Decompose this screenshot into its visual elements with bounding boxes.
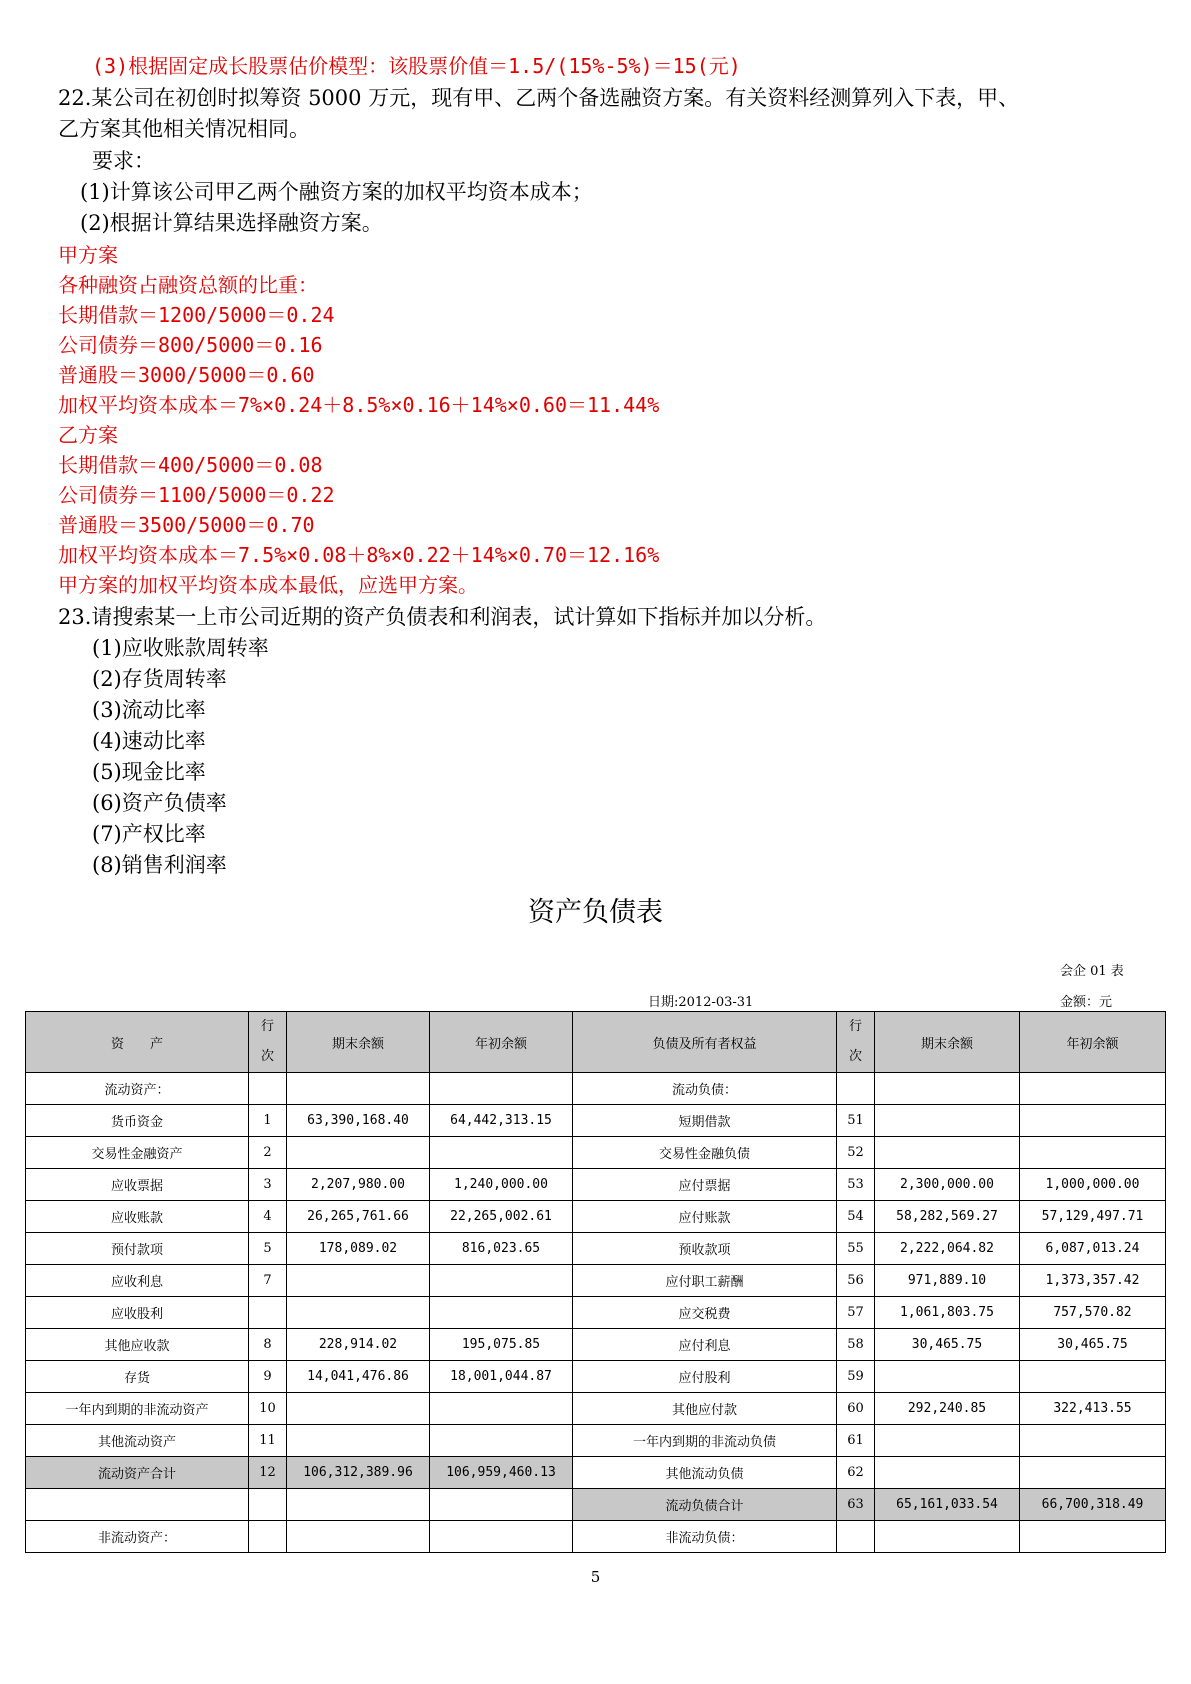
answer-line: 加权平均资本成本＝7.5%×0.08＋8%×0.22＋14%×0.70＝12.16% (58, 543, 660, 567)
requirement-2: (2)根据计算结果选择融资方案。 (80, 211, 383, 235)
liability-line-no-cell (837, 1521, 875, 1553)
liability-line-no-cell: 54 (837, 1201, 875, 1233)
liability-begin-balance-cell (1020, 1521, 1166, 1553)
table-row (26, 1521, 1166, 1553)
asset-end-balance-cell: 228,914.02 (287, 1329, 430, 1361)
asset-line-no-cell: 10 (249, 1393, 287, 1425)
liability-name-cell: 其他应付款 (573, 1393, 837, 1425)
asset-line-no-cell: 7 (249, 1265, 287, 1297)
indicator-item: (7)产权比率 (92, 822, 206, 846)
liability-name-cell: 流动负债： (573, 1073, 837, 1105)
liability-end-balance-cell: 1,061,803.75 (875, 1297, 1020, 1329)
asset-end-balance-cell (287, 1489, 430, 1521)
asset-begin-balance-cell (430, 1393, 573, 1425)
asset-begin-balance-cell: 18,001,044.87 (430, 1361, 573, 1393)
asset-end-balance-cell (287, 1137, 430, 1169)
liability-end-balance-cell (875, 1105, 1020, 1137)
liability-begin-balance-cell (1020, 1105, 1166, 1137)
asset-begin-balance-cell (430, 1265, 573, 1297)
asset-end-balance-cell (287, 1297, 430, 1329)
liability-begin-balance-cell: 322,413.55 (1020, 1393, 1166, 1425)
liability-end-balance-cell (875, 1457, 1020, 1489)
liability-name-cell: 应付账款 (573, 1201, 837, 1233)
asset-begin-balance-cell: 1,240,000.00 (430, 1169, 573, 1201)
liability-name-cell: 预收款项 (573, 1233, 837, 1265)
asset-line-no-cell: 11 (249, 1425, 287, 1457)
requirement-1: (1)计算该公司甲乙两个融资方案的加权平均资本成本； (80, 180, 593, 204)
table-row (26, 1489, 1166, 1521)
table-row (26, 1329, 1166, 1361)
liability-line-no-cell: 56 (837, 1265, 875, 1297)
asset-end-balance-cell (287, 1521, 430, 1553)
asset-name-cell: 预付款项 (26, 1233, 249, 1265)
liability-end-balance-cell (875, 1137, 1020, 1169)
liability-line-no-cell: 62 (837, 1457, 875, 1489)
indicator-item: (2)存货周转率 (92, 667, 227, 691)
liability-begin-balance-cell (1020, 1073, 1166, 1105)
asset-begin-balance-cell: 816,023.65 (430, 1233, 573, 1265)
form-code: 会企 01 表 (1060, 964, 1124, 979)
liability-end-balance-cell (875, 1361, 1020, 1393)
asset-name-cell (26, 1489, 249, 1521)
liability-line-no-cell: 61 (837, 1425, 875, 1457)
asset-end-balance-cell (287, 1393, 430, 1425)
indicator-item: (4)速动比率 (92, 729, 206, 753)
asset-end-balance-cell: 2,207,980.00 (287, 1169, 430, 1201)
liability-line-no-cell: 53 (837, 1169, 875, 1201)
asset-line-no-cell: 1 (249, 1105, 287, 1137)
asset-name-cell: 应收利息 (26, 1265, 249, 1297)
liability-end-balance-cell: 2,222,064.82 (875, 1233, 1020, 1265)
table-row (26, 1457, 1166, 1489)
amount-unit: 金额：元 (1060, 995, 1113, 1010)
liability-name-cell: 短期借款 (573, 1105, 837, 1137)
table-row (26, 1297, 1166, 1329)
asset-line-no-cell (249, 1489, 287, 1521)
asset-name-cell: 非流动资产： (26, 1521, 249, 1553)
asset-end-balance-cell: 26,265,761.66 (287, 1201, 430, 1233)
table-title: 资产负债表 (528, 897, 663, 928)
header-asset: 资 产 (26, 1012, 249, 1073)
liability-name-cell: 应付职工薪酬 (573, 1265, 837, 1297)
header-line-no: 行 次 (249, 1012, 287, 1073)
asset-line-no-cell: 12 (249, 1457, 287, 1489)
indicator-item: (8)销售利润率 (92, 853, 227, 877)
asset-line-no-cell (249, 1073, 287, 1105)
indicator-item: (6)资产负债率 (92, 791, 227, 815)
indicator-item: (1)应收账款周转率 (92, 636, 269, 660)
table-row (26, 1201, 1166, 1233)
liability-name-cell: 应付票据 (573, 1169, 837, 1201)
header-line-no-2: 行 次 (837, 1012, 875, 1073)
liability-line-no-cell: 59 (837, 1361, 875, 1393)
liability-end-balance-cell (875, 1073, 1020, 1105)
asset-name-cell: 货币资金 (26, 1105, 249, 1137)
asset-end-balance-cell: 178,089.02 (287, 1233, 430, 1265)
answer-conclusion: 甲方案的加权平均资本成本最低，应选甲方案。 (58, 573, 478, 597)
asset-end-balance-cell (287, 1425, 430, 1457)
liability-begin-balance-cell: 757,570.82 (1020, 1297, 1166, 1329)
liability-line-no-cell: 51 (837, 1105, 875, 1137)
indicator-item: (3)流动比率 (92, 698, 206, 722)
liability-end-balance-cell (875, 1521, 1020, 1553)
answer-line: 普通股＝3500/5000＝0.70 (58, 513, 315, 537)
balance-sheet-table (25, 1011, 1166, 1553)
liability-begin-balance-cell: 57,129,497.71 (1020, 1201, 1166, 1233)
asset-end-balance-cell (287, 1073, 430, 1105)
header-begin-balance: 年初余额 (430, 1012, 573, 1073)
liability-begin-balance-cell (1020, 1361, 1166, 1393)
asset-line-no-cell: 2 (249, 1137, 287, 1169)
asset-begin-balance-cell: 106,959,460.13 (430, 1457, 573, 1489)
liability-begin-balance-cell (1020, 1425, 1166, 1457)
asset-begin-balance-cell (430, 1489, 573, 1521)
page-number: 5 (590, 1568, 601, 1586)
asset-begin-balance-cell (430, 1425, 573, 1457)
asset-begin-balance-cell (430, 1137, 573, 1169)
table-row (26, 1361, 1166, 1393)
liability-begin-balance-cell: 30,465.75 (1020, 1329, 1166, 1361)
liability-begin-balance-cell (1020, 1137, 1166, 1169)
liability-end-balance-cell: 292,240.85 (875, 1393, 1020, 1425)
header-liabilities-equity: 负债及所有者权益 (573, 1012, 837, 1073)
question-22-text: 22.某公司在初创时拟筹资 5000 万元，现有甲、乙两个备选融资方案。有关资料经测算列入下表，甲、 (58, 86, 1020, 110)
asset-line-no-cell (249, 1521, 287, 1553)
liability-begin-balance-cell: 1,000,000.00 (1020, 1169, 1166, 1201)
liability-end-balance-cell: 971,889.10 (875, 1265, 1020, 1297)
table-row (26, 1233, 1166, 1265)
asset-end-balance-cell: 63,390,168.40 (287, 1105, 430, 1137)
asset-line-no-cell: 3 (249, 1169, 287, 1201)
asset-line-no-cell: 5 (249, 1233, 287, 1265)
table-row (26, 1137, 1166, 1169)
header-end-balance: 期末余额 (287, 1012, 430, 1073)
answer-plan-b: 乙方案 (58, 423, 118, 447)
requirements-label: 要求： (92, 149, 155, 173)
liability-begin-balance-cell: 1,373,357.42 (1020, 1265, 1166, 1297)
asset-line-no-cell: 9 (249, 1361, 287, 1393)
asset-begin-balance-cell (430, 1521, 573, 1553)
asset-name-cell: 流动资产合计 (26, 1457, 249, 1489)
question-22-text-cont: 乙方案其他相关情况相同。 (58, 117, 310, 141)
asset-begin-balance-cell: 195,075.85 (430, 1329, 573, 1361)
asset-name-cell: 应收票据 (26, 1169, 249, 1201)
answer-line: 公司债券＝800/5000＝0.16 (58, 333, 323, 357)
answer-line: 加权平均资本成本＝7%×0.24＋8.5%×0.16＋14%×0.60＝11.44% (58, 393, 660, 417)
liability-name-cell: 一年内到期的非流动负债 (573, 1425, 837, 1457)
asset-line-no-cell: 8 (249, 1329, 287, 1361)
asset-name-cell: 交易性金融资产 (26, 1137, 249, 1169)
asset-name-cell: 一年内到期的非流动资产 (26, 1393, 249, 1425)
liability-end-balance-cell: 30,465.75 (875, 1329, 1020, 1361)
asset-begin-balance-cell (430, 1073, 573, 1105)
liability-name-cell: 其他流动负债 (573, 1457, 837, 1489)
liability-end-balance-cell (875, 1425, 1020, 1457)
asset-begin-balance-cell: 22,265,002.61 (430, 1201, 573, 1233)
liability-name-cell: 应付股利 (573, 1361, 837, 1393)
asset-name-cell: 其他应收款 (26, 1329, 249, 1361)
liability-line-no-cell: 52 (837, 1137, 875, 1169)
table-row (26, 1393, 1166, 1425)
header-end-balance-2: 期末余额 (875, 1012, 1020, 1073)
liability-name-cell: 应付利息 (573, 1329, 837, 1361)
header-begin-balance-2: 年初余额 (1020, 1012, 1166, 1073)
asset-name-cell: 应收账款 (26, 1201, 249, 1233)
asset-name-cell: 应收股利 (26, 1297, 249, 1329)
liability-line-no-cell: 57 (837, 1297, 875, 1329)
table-header-row (26, 1012, 1166, 1073)
asset-begin-balance-cell: 64,442,313.15 (430, 1105, 573, 1137)
liability-end-balance-cell: 58,282,569.27 (875, 1201, 1020, 1233)
indicator-item: (5)现金比率 (92, 760, 206, 784)
table-row (26, 1265, 1166, 1297)
asset-name-cell: 存货 (26, 1361, 249, 1393)
liability-line-no-cell: 63 (837, 1489, 875, 1521)
liability-end-balance-cell: 65,161,033.54 (875, 1489, 1020, 1521)
answer-line: 各种融资占融资总额的比重： (58, 273, 318, 297)
answer-line: 普通股＝3000/5000＝0.60 (58, 363, 315, 387)
asset-begin-balance-cell (430, 1297, 573, 1329)
answer-line: (3)根据固定成长股票估价模型：该股票价值＝1.5/(15%-5%)＝15(元) (92, 54, 741, 78)
table-row (26, 1169, 1166, 1201)
question-23-text: 23.请搜索某一上市公司近期的资产负债表和利润表，试计算如下指标并加以分析。 (58, 605, 827, 629)
answer-line: 长期借款＝1200/5000＝0.24 (58, 303, 335, 327)
liability-line-no-cell: 55 (837, 1233, 875, 1265)
liability-name-cell: 非流动负债： (573, 1521, 837, 1553)
table-row (26, 1073, 1166, 1105)
answer-plan-a: 甲方案 (58, 243, 118, 267)
liability-begin-balance-cell (1020, 1457, 1166, 1489)
liability-line-no-cell: 58 (837, 1329, 875, 1361)
asset-name-cell: 流动资产： (26, 1073, 249, 1105)
asset-line-no-cell (249, 1297, 287, 1329)
table-row (26, 1425, 1166, 1457)
liability-name-cell: 应交税费 (573, 1297, 837, 1329)
report-date: 日期:2012-03-31 (648, 995, 754, 1010)
answer-line: 公司债券＝1100/5000＝0.22 (58, 483, 335, 507)
asset-name-cell: 其他流动资产 (26, 1425, 249, 1457)
answer-line: 长期借款＝400/5000＝0.08 (58, 453, 323, 477)
liability-name-cell: 流动负债合计 (573, 1489, 837, 1521)
liability-line-no-cell (837, 1073, 875, 1105)
asset-end-balance-cell (287, 1265, 430, 1297)
asset-line-no-cell: 4 (249, 1201, 287, 1233)
liability-line-no-cell: 60 (837, 1393, 875, 1425)
asset-end-balance-cell: 14,041,476.86 (287, 1361, 430, 1393)
asset-end-balance-cell: 106,312,389.96 (287, 1457, 430, 1489)
liability-end-balance-cell: 2,300,000.00 (875, 1169, 1020, 1201)
liability-begin-balance-cell: 6,087,013.24 (1020, 1233, 1166, 1265)
table-row (26, 1105, 1166, 1137)
liability-begin-balance-cell: 66,700,318.49 (1020, 1489, 1166, 1521)
liability-name-cell: 交易性金融负债 (573, 1137, 837, 1169)
